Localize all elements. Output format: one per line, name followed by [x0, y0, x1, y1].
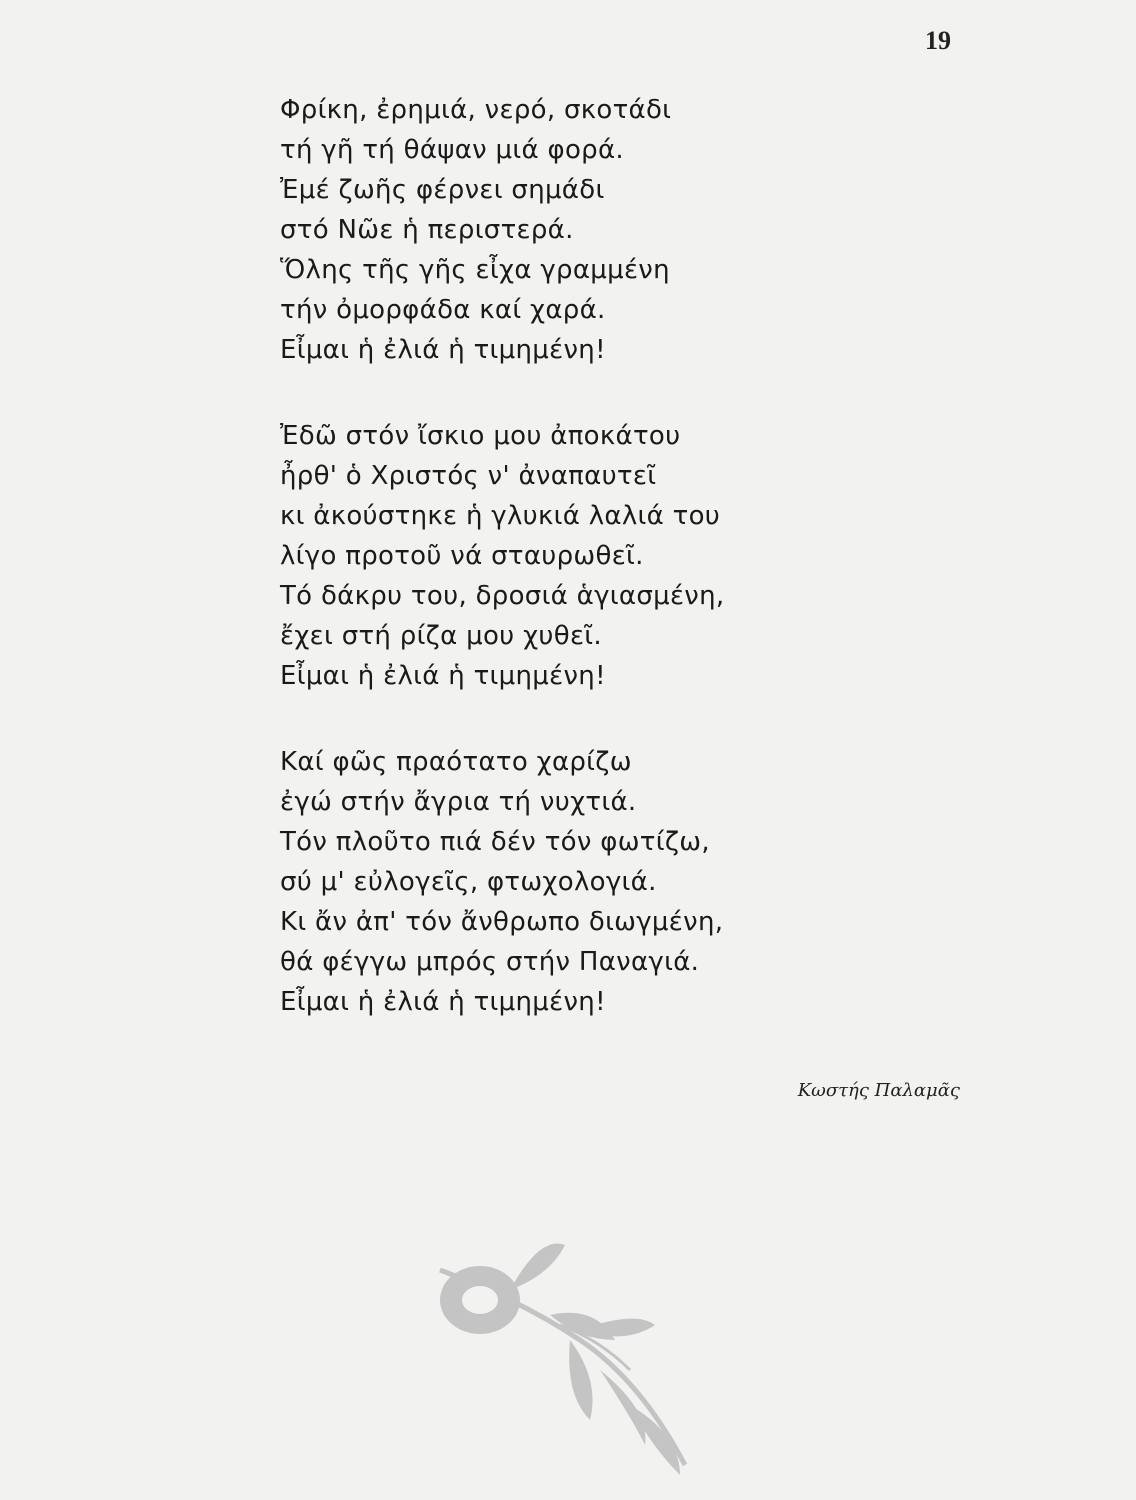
poem-line: Ἐμέ ζωῆς φέρνει σημάδι: [280, 175, 605, 205]
stanza-1: [280, 90, 840, 370]
poem-line: Τόν πλοῦτο πιά δέν τόν φωτίζω,: [280, 827, 710, 857]
poem-line: ἦρθ' ὁ Χριστός ν' ἀναπαυτεῖ: [280, 461, 657, 491]
poem-line: Καί φῶς πραότατο χαρίζω: [280, 747, 632, 777]
poem-line: ἐγώ στήν ἄγρια τή νυχτιά.: [280, 787, 637, 817]
poem-refrain: Εἶμαι ἡ ἐλιά ἡ τιμημένη!: [280, 987, 606, 1017]
poem-line: σύ μ' εὐλογεῖς, φτωχολογιά.: [280, 867, 657, 897]
poem-line: τή γῆ τή θάψαν μιά φορά.: [280, 135, 624, 165]
poem-line: ἔχει στή ρίζα μου χυθεῖ.: [280, 621, 602, 651]
page-number: 19: [925, 26, 951, 55]
poem-refrain: Εἶμαι ἡ ἐλιά ἡ τιμημένη!: [280, 335, 606, 365]
author-signature: Κωστής Παλαμᾶς: [797, 1080, 960, 1101]
stanza-3: [280, 742, 840, 1022]
poem-line: θά φέγγω μπρός στήν Παναγιά.: [280, 947, 700, 977]
stanza-2: [280, 416, 840, 696]
poem-line: Φρίκη, ἐρημιά, νερό, σκοτάδι: [280, 95, 672, 125]
poem-line: κι ἀκούστηκε ἡ γλυκιά λαλιά του: [280, 501, 721, 531]
poem-line: Ὅλης τῆς γῆς εἶχα γραμμένη: [280, 255, 670, 285]
poem-line: Τό δάκρυ του, δροσιά ἁγιασμένη,: [280, 581, 725, 611]
poem: [280, 90, 840, 1068]
poem-line: τήν ὀμορφάδα καί χαρά.: [280, 295, 606, 325]
poem-line: Κι ἄν ἀπ' τόν ἄνθρωπο διωγμένη,: [280, 907, 724, 937]
poem-refrain: Εἶμαι ἡ ἐλιά ἡ τιμημένη!: [280, 661, 606, 691]
poem-line: λίγο προτοῦ νά σταυρωθεῖ.: [280, 541, 644, 571]
poem-line: Ἐδῶ στόν ἴσκιο μου ἀποκάτου: [280, 421, 681, 451]
olive-branch-icon: [400, 1230, 700, 1490]
poem-line: στό Νῶε ἡ περιστερά.: [280, 215, 574, 245]
